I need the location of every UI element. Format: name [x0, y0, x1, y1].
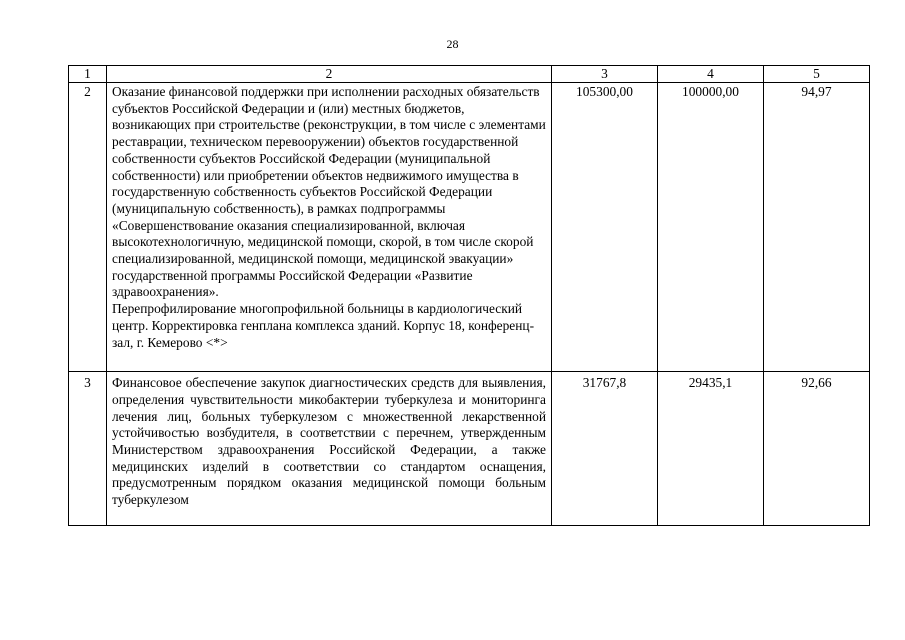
header-cell-1: 1 [69, 66, 107, 83]
value-cell-col4: 100000,00 [658, 83, 764, 372]
row-number-cell: 3 [69, 372, 107, 526]
header-cell-3: 3 [552, 66, 658, 83]
row-number-cell: 2 [69, 83, 107, 372]
table-header-row [69, 66, 870, 83]
description-cell [107, 372, 552, 526]
table-row [69, 83, 870, 372]
header-cell-2: 2 [107, 66, 552, 83]
data-table [68, 65, 870, 526]
value-cell-col3: 31767,8 [552, 372, 658, 526]
header-cell-4: 4 [658, 66, 764, 83]
value-cell-col3: 105300,00 [552, 83, 658, 372]
description-paragraph: Оказание финансовой поддержки при исполнении расходных обязательств субъектов Российской Федерации и (или) местных бюджетов, возникающих при строительстве (реконструкции, в том числе с элементами реставрации, техническом перевооружении) объектов государственной собственности субъектов Российской Федерации (муниципальной собственности) или приобретении объектов недвижимого имущества в государственную собственность субъектов Российской Федерации (муниципальную собственность), в рамках подпрограммы «Совершенствование оказания специализированной, включая высокотехнологичную, медицинской помощи, скорой, в том числе скорой специализированной, медицинской помощи, медицинской эвакуации» государственной программы Российской Федерации «Развитие здравоохранения». [112, 84, 546, 300]
header-cell-5: 5 [764, 66, 870, 83]
description-paragraph: Финансовое обеспечение закупок диагностических средств для выявления, определения чувствительности микобактерии туберкулеза и мониторинга лечения лиц, больных туберкулезом с множественной лекарственной устойчивостью возбудителя, в соответствии с перечнем, утвержденным Министерством здравоохранения Российской Федерации, а также медицинских изделий в соответствии со стандартом оснащения, предусмотренным порядком оказания медицинской помощи больным туберкулезом [112, 375, 546, 508]
description-paragraph: Перепрофилирование многопрофильной больницы в кардиологический центр. Корректировка генплана комплекса зданий. Корпус 18, конференц-зал, г. Кемерово <*> [112, 301, 535, 350]
value-cell-col5: 92,66 [764, 372, 870, 526]
table-row [69, 372, 870, 526]
value-cell-col4: 29435,1 [658, 372, 764, 526]
page-number: 28 [446, 37, 459, 51]
description-cell [107, 83, 552, 372]
value-cell-col5: 94,97 [764, 83, 870, 372]
